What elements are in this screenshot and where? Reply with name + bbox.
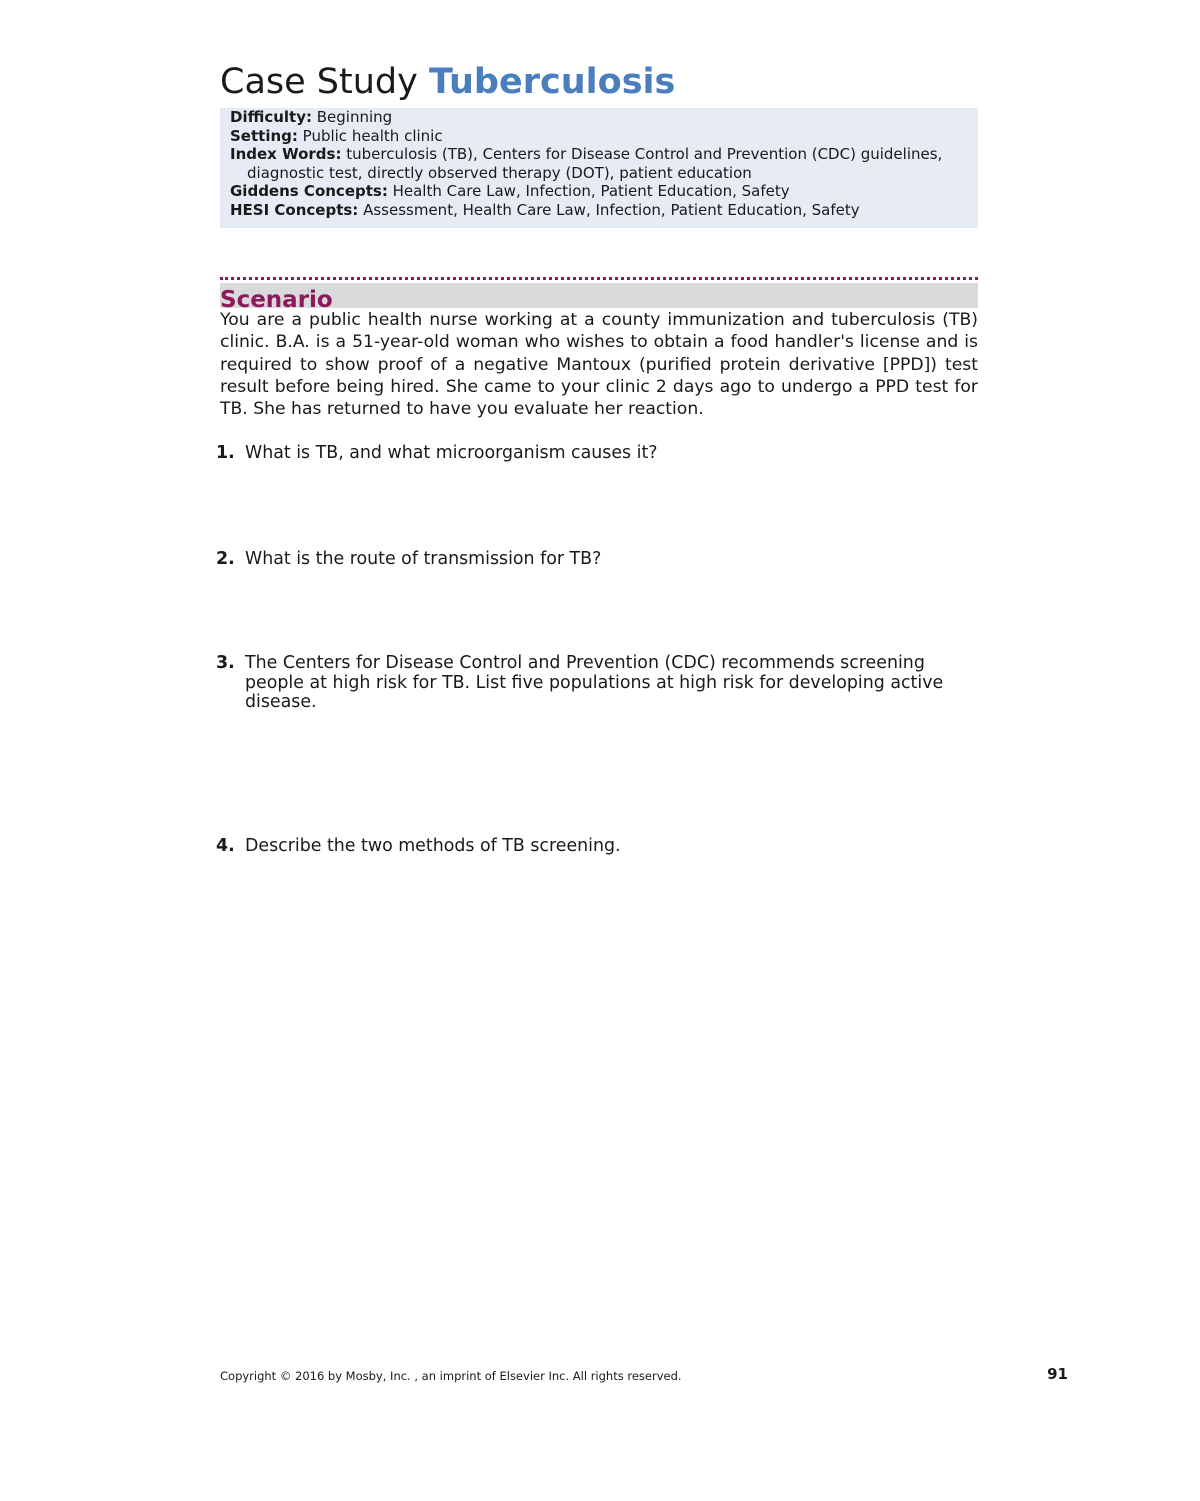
- meta-giddens-concepts: [230, 182, 968, 201]
- question-3: [216, 654, 956, 713]
- meta-hesi-concepts: [230, 201, 968, 220]
- meta-value: tuberculosis (TB), Centers for Disease Control and Prevention (CDC) guidelines,: [346, 145, 943, 163]
- meta-value: Public health clinic: [302, 126, 443, 145]
- meta-label: HESI Concepts:: [230, 200, 359, 219]
- page-title-topic: Tuberculosis: [428, 62, 676, 102]
- meta-value: Assessment, Health Care Law, Infection, Patient Education, Safety: [363, 200, 860, 219]
- question-number: 4.: [216, 836, 235, 856]
- scenario-text: You are a public health nurse working at a county immunization and tuberculosis (TB) clinic. B.A. is a 51-year-old woman who wishes to obtain a food handler's license and is required to show proof of a negative Mantoux (purified protein derivative [PPD]) test result before being hired. She came to your clinic 2 days ago to undergo a PPD test for TB. She has returned to have you evaluate her reaction.: [220, 310, 978, 420]
- page-number: 91: [1047, 1365, 1068, 1383]
- question-text: What is TB, and what microorganism causes it?: [245, 443, 658, 463]
- scenario-heading: Scenario: [220, 287, 333, 313]
- scenario-heading-band: [220, 283, 978, 308]
- meta-index-words-continuation: [230, 164, 968, 183]
- question-1: [216, 444, 956, 464]
- meta-value: Health Care Law, Infection, Patient Education, Safety: [392, 182, 790, 200]
- question-number: 1.: [216, 443, 235, 463]
- case-metadata-box: [220, 108, 978, 228]
- copyright-notice: Copyright © 2016 by Mosby, Inc. , an imprint of Elsevier Inc. All rights reserved.: [220, 1369, 682, 1383]
- question-2: [216, 550, 956, 570]
- meta-setting: [230, 127, 968, 146]
- meta-difficulty: [230, 108, 968, 127]
- page-title-prefix: Case Study: [220, 62, 418, 102]
- question-number: 2.: [216, 549, 235, 569]
- question-number: 3.: [216, 653, 235, 673]
- question-text: What is the route of transmission for TB?: [245, 549, 602, 569]
- section-divider: [220, 277, 978, 280]
- question-text: The Centers for Disease Control and Prevention (CDC) recommends screening people at high risk for TB. List five populations at high risk for developing active disease.: [245, 653, 944, 712]
- question-text: Describe the two methods of TB screening.: [245, 836, 621, 856]
- meta-index-words: [230, 145, 968, 164]
- meta-label: Difficulty:: [230, 108, 312, 126]
- question-4: [216, 837, 956, 857]
- meta-label: Index Words:: [230, 145, 342, 163]
- meta-label: Giddens Concepts:: [230, 182, 388, 200]
- meta-value: diagnostic test, directly observed therapy (DOT), patient education: [247, 163, 752, 182]
- page-title: [220, 60, 675, 104]
- meta-label: Setting:: [230, 126, 298, 145]
- meta-value: Beginning: [316, 108, 393, 126]
